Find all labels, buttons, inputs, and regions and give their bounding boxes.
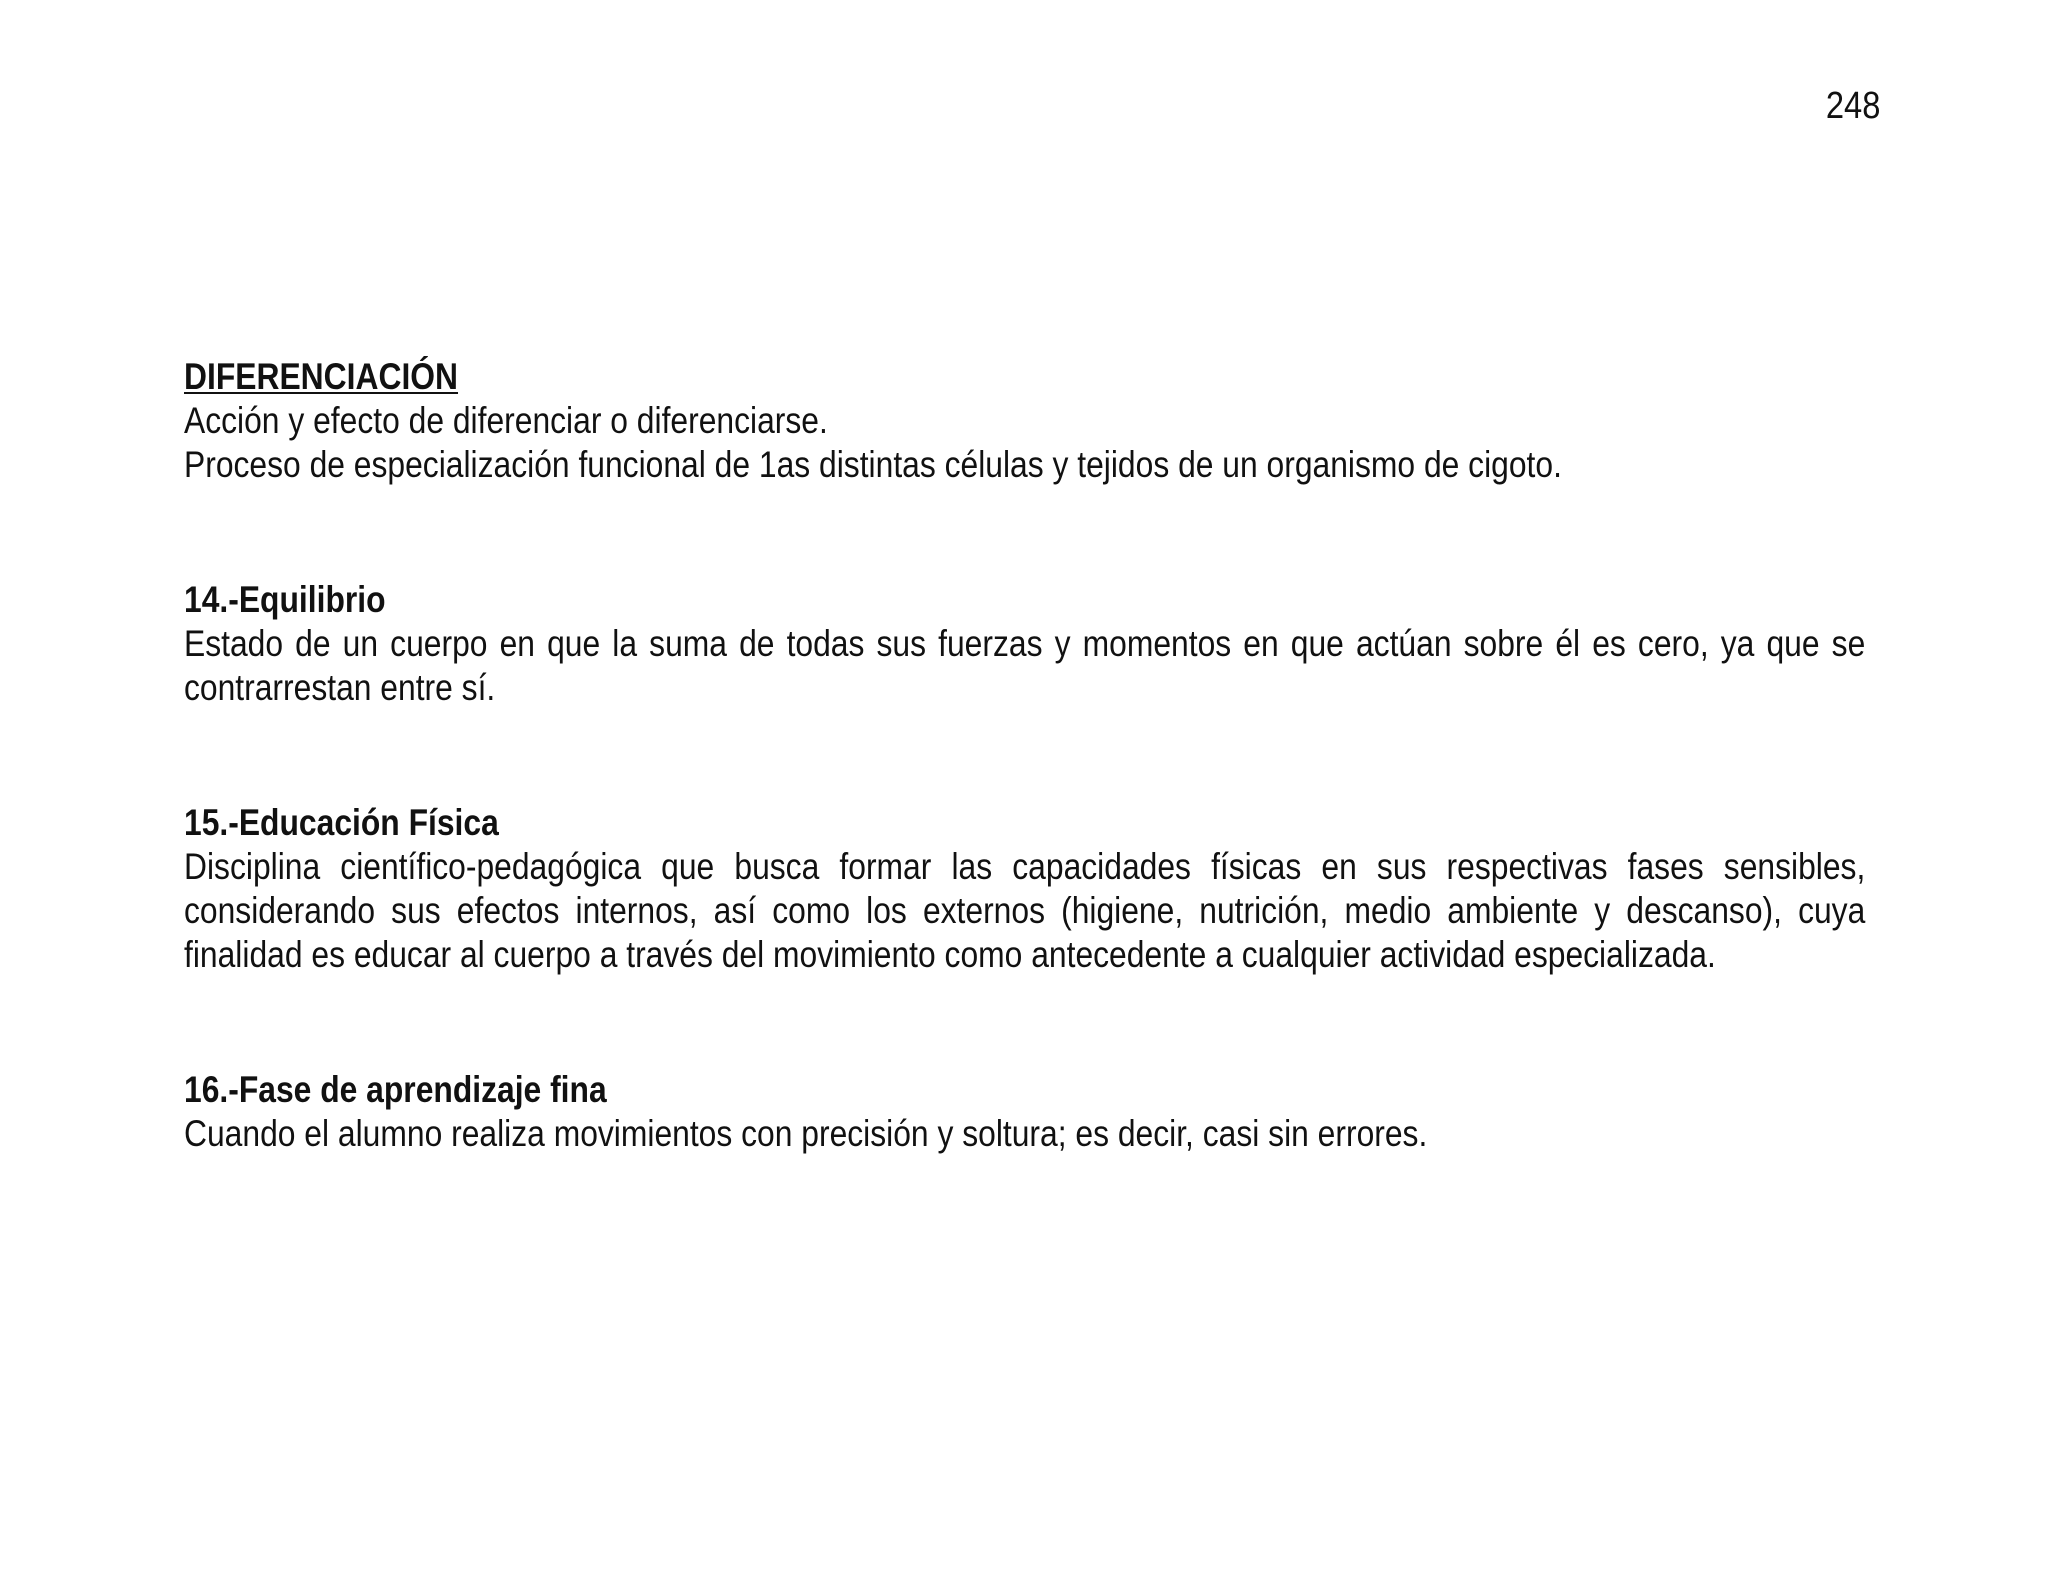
entry-title: 14.-Equilibrio	[184, 579, 386, 620]
glossary-entry-equilibrio	[184, 578, 1865, 710]
entry-definition: Proceso de especialización funcional de 1as distintas células y tejidos de un organismo de cigoto.	[184, 444, 1562, 485]
glossary-entry-educacion-fisica	[184, 801, 1865, 977]
entry-title: 16.-Fase de aprendizaje fina	[184, 1069, 607, 1110]
entry-title: DIFERENCIACIÓN	[184, 356, 459, 397]
page-number: 248	[1825, 85, 1880, 127]
entry-definition: Disciplina científico-pedagógica que busca formar las capacidades físicas en sus respectivas fases sensibles, considerando sus efectos internos, así como los externos (higiene, nutrición, medio ambiente y descanso), cuya finalidad es educar al cuerpo a través del movimiento como antecedente a cualquier actividad especializada.	[184, 846, 1866, 975]
entry-title: 15.-Educación Física	[184, 802, 499, 843]
entry-definition: Acción y efecto de diferenciar o diferenciarse.	[184, 400, 828, 441]
entry-definition: Cuando el alumno realiza movimientos con precisión y soltura; es decir, casi sin errores.	[184, 1113, 1428, 1154]
glossary-entry-fase-aprendizaje-fina	[184, 1068, 1865, 1156]
glossary-entry-diferenciacion	[184, 355, 1865, 487]
entry-definition: Estado de un cuerpo en que la suma de todas sus fuerzas y momentos en que actúan sobre él es cero, ya que se contrarrestan entre sí.	[184, 623, 1866, 708]
